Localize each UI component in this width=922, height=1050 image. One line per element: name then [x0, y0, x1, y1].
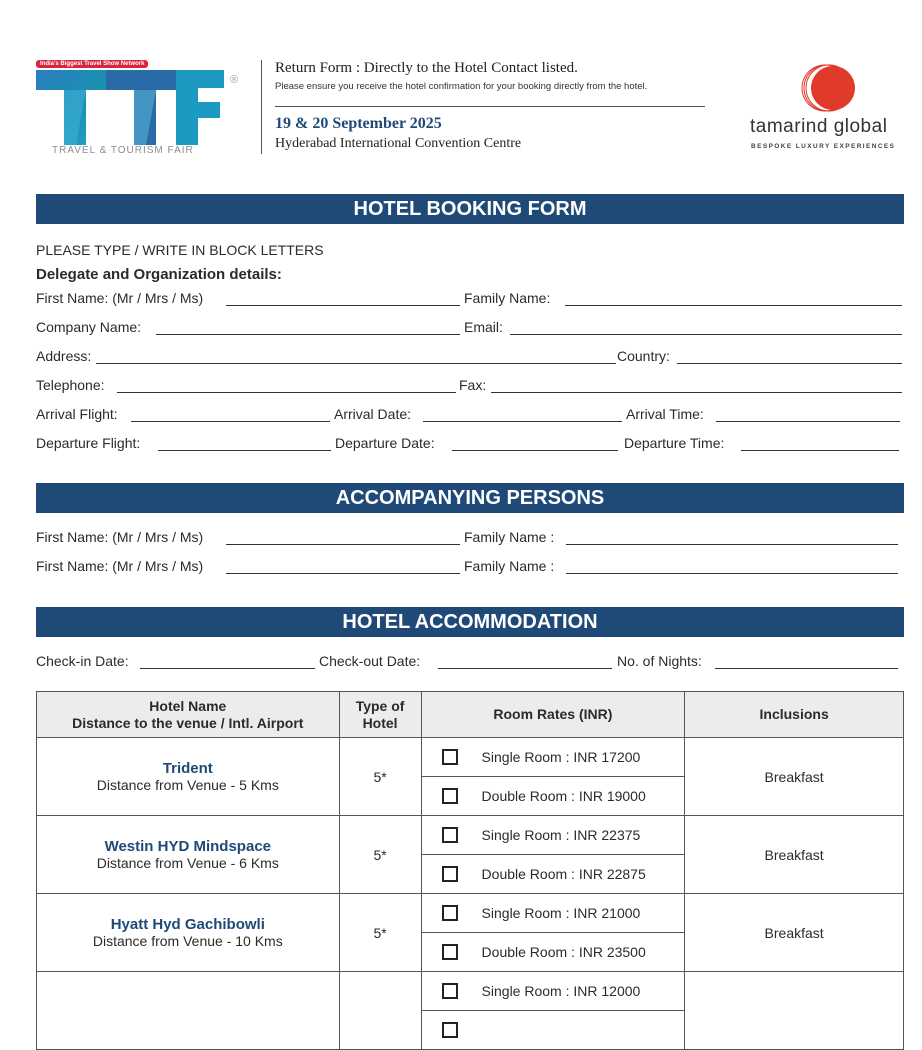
double-room-option[interactable]	[422, 932, 685, 971]
address-field[interactable]	[96, 363, 616, 364]
hotel-type	[339, 972, 421, 1050]
arrival-flight-field[interactable]	[131, 421, 330, 422]
double-room-rate: Double Room : INR 22875	[481, 866, 646, 882]
double-room-rate: Double Room : INR 19000	[481, 788, 646, 804]
header-rule	[275, 106, 705, 107]
checkbox[interactable]	[442, 827, 458, 843]
single-room-rate: Single Room : INR 22375	[481, 827, 641, 843]
accompanying-first-name-field-2[interactable]	[226, 573, 460, 574]
hotel-distance: Distance from Venue - 5 Kms	[96, 777, 279, 793]
double-room-rate: Double Room : INR 23500	[481, 944, 646, 960]
hotel-table	[36, 691, 904, 1050]
accompanying-family-name-label-1: Family Name :	[464, 529, 555, 545]
hotel-distance: Distance from Venue - 10 Kms	[92, 933, 283, 949]
family-name-label: Family Name:	[464, 290, 551, 306]
inclusions: Breakfast	[685, 816, 904, 894]
arrival-date-label: Arrival Date:	[334, 406, 412, 422]
checkin-field[interactable]	[140, 668, 315, 669]
single-room-rate: Single Room : INR 21000	[481, 905, 641, 921]
email-label: Email:	[464, 319, 503, 335]
hotel-cell	[37, 738, 340, 816]
single-room-rate: Single Room : INR 12000	[481, 983, 641, 999]
accompanying-family-name-label-2: Family Name :	[464, 558, 555, 574]
single-room-option[interactable]	[422, 972, 685, 1010]
country-label: Country:	[617, 348, 670, 364]
col-type	[339, 692, 421, 738]
tamarind-name: tamarind global	[750, 116, 888, 137]
inclusions: Breakfast	[685, 738, 904, 816]
registered-mark: ®	[230, 74, 239, 86]
rates-cell	[421, 738, 685, 816]
country-field[interactable]	[677, 363, 902, 364]
event-dates: 19 & 20 September 2025	[275, 115, 442, 132]
rates-cell	[421, 972, 685, 1050]
block-letters-instruction: PLEASE TYPE / WRITE IN BLOCK LETTERS	[36, 242, 324, 258]
rates-cell	[421, 894, 685, 972]
checkbox[interactable]	[442, 788, 458, 804]
telephone-field[interactable]	[117, 392, 456, 393]
family-name-field[interactable]	[565, 305, 902, 306]
hotel-name: Hyatt Hyd Gachibowli	[110, 916, 265, 933]
table-row	[37, 738, 904, 816]
tamarind-logo-icon	[795, 63, 857, 113]
col-type-label: Type of Hotel	[355, 697, 405, 731]
departure-flight-label: Departure Flight:	[36, 435, 141, 451]
delegate-subtitle: Delegate and Organization details:	[36, 266, 282, 283]
checkbox[interactable]	[442, 905, 458, 921]
arrival-flight-label: Arrival Flight:	[36, 406, 118, 422]
checkout-label: Check-out Date:	[319, 653, 421, 669]
hotel-name: Trident	[162, 760, 213, 777]
fax-label: Fax:	[459, 377, 487, 393]
accompanying-first-name-label-2: First Name: (Mr / Mrs / Ms)	[36, 558, 204, 574]
hotel-cell	[37, 816, 340, 894]
arrival-time-label: Arrival Time:	[626, 406, 704, 422]
first-name-label: First Name: (Mr / Mrs / Ms)	[36, 290, 204, 306]
company-name-field[interactable]	[156, 334, 460, 335]
accompanying-title: ACCOMPANYING PERSONS	[36, 483, 904, 513]
departure-flight-field[interactable]	[158, 450, 331, 451]
inclusions: Breakfast	[685, 894, 904, 972]
table-row	[37, 972, 904, 1050]
checkbox[interactable]	[442, 866, 458, 882]
nights-field[interactable]	[715, 668, 898, 669]
departure-date-field[interactable]	[452, 450, 618, 451]
hotel-type: 5*	[339, 894, 421, 972]
checkbox[interactable]	[442, 983, 458, 999]
departure-time-field[interactable]	[741, 450, 899, 451]
ttf-badge: India's Biggest Travel Show Network	[36, 60, 148, 68]
hotel-name: Westin HYD Mindspace	[104, 838, 271, 855]
accompanying-first-name-field-1[interactable]	[226, 544, 460, 545]
rates-cell	[421, 816, 685, 894]
event-venue: Hyderabad International Convention Centre	[275, 136, 522, 151]
table-header-row	[37, 692, 904, 738]
inclusions	[685, 972, 904, 1050]
accompanying-family-name-field-1[interactable]	[566, 544, 898, 545]
checkbox[interactable]	[442, 1022, 458, 1038]
checkbox[interactable]	[442, 749, 458, 765]
arrival-time-field[interactable]	[716, 421, 900, 422]
telephone-label: Telephone:	[36, 377, 105, 393]
return-form-text: Return Form : Directly to the Hotel Contact listed.	[275, 60, 578, 76]
address-label: Address:	[36, 348, 92, 364]
hotel-type: 5*	[339, 738, 421, 816]
departure-date-label: Departure Date:	[335, 435, 435, 451]
booking-form-title: HOTEL BOOKING FORM	[36, 194, 904, 224]
arrival-date-field[interactable]	[423, 421, 622, 422]
table-row	[37, 816, 904, 894]
company-name-label: Company Name:	[36, 319, 142, 335]
col-hotel-name	[37, 692, 340, 738]
table-row	[37, 894, 904, 972]
single-room-option[interactable]	[422, 738, 685, 776]
checkin-label: Check-in Date:	[36, 653, 129, 669]
checkout-field[interactable]	[438, 668, 612, 669]
fax-field[interactable]	[491, 392, 902, 393]
tamarind-tagline: BESPOKE LUXURY EXPERIENCES	[751, 143, 896, 150]
ttf-logo	[36, 70, 226, 145]
checkbox[interactable]	[442, 944, 458, 960]
nights-label: No. of Nights:	[617, 653, 702, 669]
hotel-type: 5*	[339, 816, 421, 894]
double-room-option[interactable]	[422, 1010, 685, 1049]
col-inclusions: Inclusions	[685, 692, 904, 738]
departure-time-label: Departure Time:	[624, 435, 725, 451]
single-room-option[interactable]	[422, 894, 685, 932]
accompanying-first-name-label-1: First Name: (Mr / Mrs / Ms)	[36, 529, 204, 545]
header-divider	[261, 60, 262, 154]
col-rates: Room Rates (INR)	[421, 692, 685, 738]
ttf-tagline: TRAVEL & TOURISM FAIR	[52, 145, 194, 156]
single-room-rate: Single Room : INR 17200	[481, 749, 641, 765]
col-hotel-name-line2: Distance to the venue / Intl. Airport	[72, 714, 304, 731]
double-room-option[interactable]	[422, 854, 685, 893]
hotel-cell	[37, 972, 340, 1050]
accommodation-title: HOTEL ACCOMMODATION	[36, 607, 904, 637]
col-hotel-name-line1: Hotel Name	[149, 697, 227, 714]
confirmation-note: Please ensure you receive the hotel confirmation for your booking directly from the hotel.	[275, 81, 648, 92]
single-room-option[interactable]	[422, 816, 685, 854]
double-room-option[interactable]	[422, 776, 685, 815]
email-field[interactable]	[510, 334, 902, 335]
first-name-field[interactable]	[226, 305, 460, 306]
hotel-cell	[37, 894, 340, 972]
accompanying-family-name-field-2[interactable]	[566, 573, 898, 574]
hotel-distance: Distance from Venue - 6 Kms	[96, 855, 279, 871]
